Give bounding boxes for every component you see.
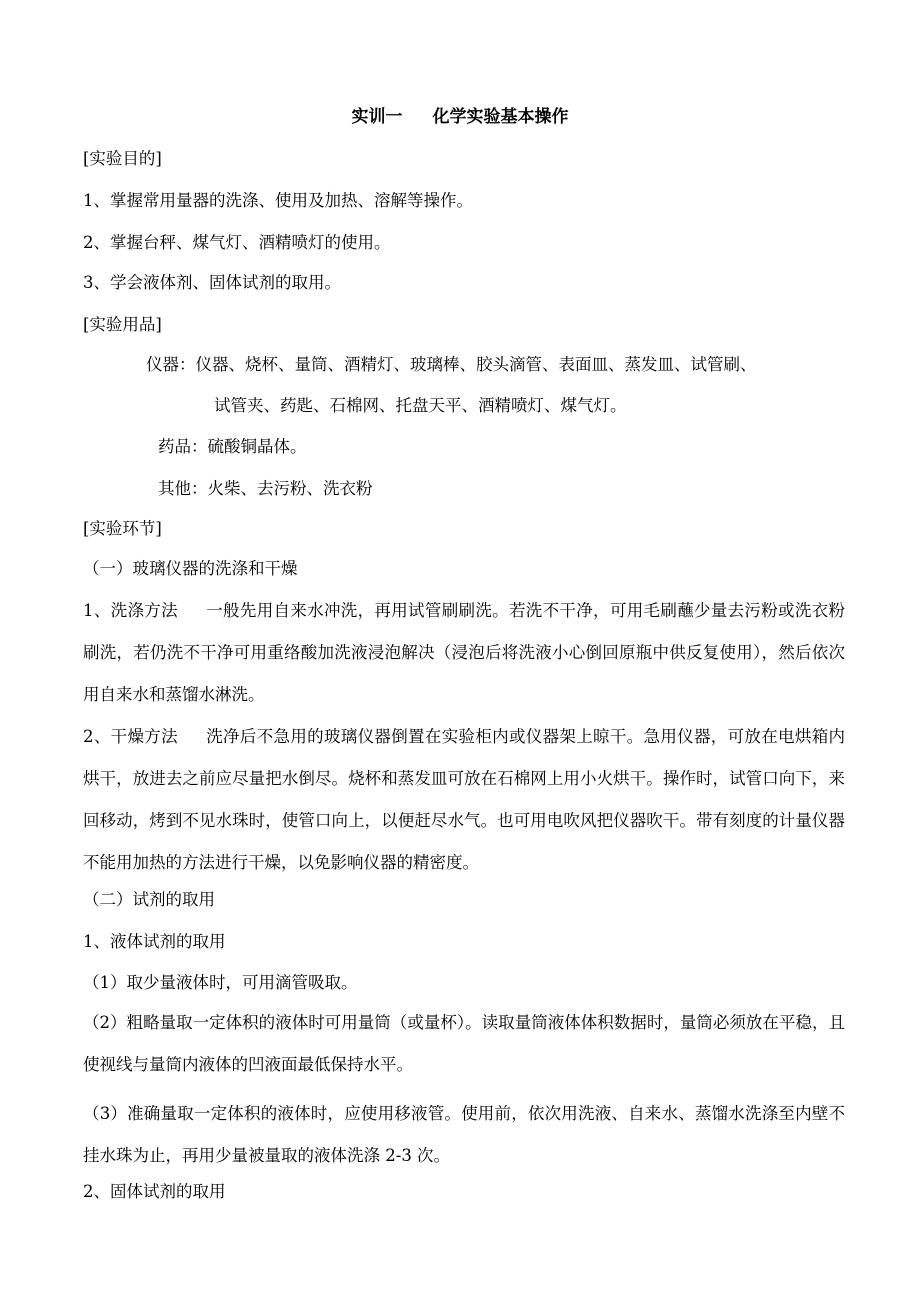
purpose-item-2: 2、掌握台秤、煤气灯、酒精喷灯的使用。: [83, 233, 391, 252]
drying-paragraph: [83, 716, 845, 884]
washing-text: 一般先用自来水冲洗，再用试管刷刷洗。若洗不干净，可用毛刷蘸少量去污粉或洗衣粉刷洗，若仍洗不干净可用重络酸加洗液浸泡解决（浸泡后将洗液小心倒回原瓶中供反复使用），然后依次用自来水和蒸馏水淋洗。: [83, 601, 846, 704]
liquid-item-2: （2）粗略量取一定体积的液体时可用量筒（或量杯）。读取量筒液体体积数据时，量筒必须放在平稳，且使视线与量筒内液体的凹液面最低保持水平。: [83, 1013, 845, 1074]
instruments-line-2: 试管夹、药匙、石棉网、托盘天平、酒精喷灯、煤气灯。: [214, 396, 627, 415]
procedure-heading: [实验环节]: [83, 519, 162, 538]
washing-paragraph: [83, 590, 845, 716]
part-one-heading: （一）玻璃仪器的洗涤和干燥: [83, 559, 298, 578]
solid-heading: 2、固体试剂的取用: [83, 1182, 226, 1201]
drying-label: 2、干燥方法: [83, 727, 178, 746]
title-part-1: 实训一: [351, 107, 403, 127]
liquid-heading: 1、液体试剂的取用: [83, 932, 226, 951]
drying-text: 洗净后不急用的玻璃仪器倒置在实验柜内或仪器架上晾干。急用仪器，可放在电烘箱内烘干，放进去之前应尽量把水倒尽。烧杯和蒸发皿可放在石棉网上用小火烘干。操作时，试管口向下，来回移动，烤到不见水珠时，使管口向上，以便赶尽水气。也可用电吹风把仪器吹干。带有刻度的计量仪器不能用加热的方法进行干燥，以免影响仪器的精密度。: [83, 727, 846, 872]
page-title: [0, 105, 920, 129]
instruments-line-1: 仪器：仪器、烧杯、量筒、酒精灯、玻璃棒、胶头滴管、表面皿、蒸发皿、试管刷、: [146, 355, 757, 374]
supplies-heading: [实验用品]: [83, 315, 162, 334]
part-two-heading: （二）试剂的取用: [83, 890, 215, 909]
purpose-heading: [实验目的]: [83, 149, 162, 168]
others-line: 其他：火柴、去污粉、洗衣粉: [158, 479, 373, 498]
drugs-line: 药品：硫酸铜晶体。: [158, 437, 307, 456]
liquid-item-3: （3）准确量取一定体积的液体时，应使用移液管。使用前，依次用洗液、自来水、蒸馏水洗涤至内壁不挂水珠为止，再用少量被量取的液体洗涤 2-3 次。: [83, 1104, 845, 1165]
title-part-2: 化学实验基本操作: [432, 107, 569, 127]
washing-label: 1、洗涤方法: [83, 601, 178, 620]
liquid-item-1: （1）取少量液体时，可用滴管吸取。: [83, 973, 358, 992]
purpose-item-1: 1、掌握常用量器的洗涤、使用及加热、溶解等操作。: [83, 191, 473, 210]
purpose-item-3: 3、学会液体剂、固体试剂的取用。: [83, 273, 341, 292]
